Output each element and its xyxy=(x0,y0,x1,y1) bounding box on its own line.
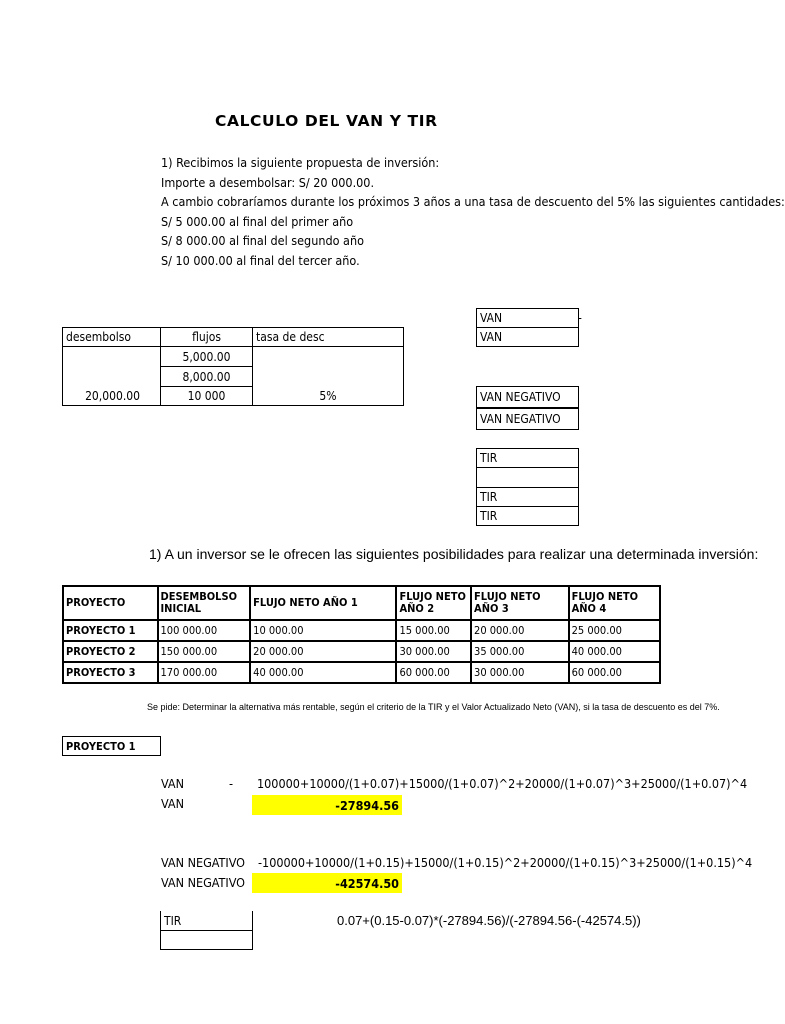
table1-header-desembolso: desembolso xyxy=(62,327,161,347)
table-cell: 150 000.00 xyxy=(158,641,251,662)
van-label: VAN xyxy=(161,796,184,811)
table-cell: 100 000.00 xyxy=(158,620,251,641)
table-cell: 30 000.00 xyxy=(471,662,569,683)
van-label-box: VAN xyxy=(476,327,579,347)
intro-line: S/ 5 000.00 al final del primer año xyxy=(161,213,354,229)
table-cell: 15 000.00 xyxy=(396,620,471,641)
column-header: FLUJO NETO AÑO 2 xyxy=(396,586,471,620)
table-cell: 30 000.00 xyxy=(396,641,471,662)
van-label: VAN xyxy=(161,776,184,791)
table-cell: 20 000.00 xyxy=(471,620,569,641)
intro-line: 1) Recibimos la siguiente propuesta de inversión: xyxy=(161,155,440,170)
tir-empty-cell xyxy=(160,930,253,950)
tir-formula: 0.07+(0.15-0.07)*(-27894.56)/(-27894.56-(-42574.5)) xyxy=(337,913,641,928)
intro-line: Importe a desembolsar: S/ 20 000.00. xyxy=(161,174,375,190)
table-row xyxy=(63,662,660,683)
table-cell: 60 000.00 xyxy=(396,662,471,683)
van-negativo-formula: -100000+10000/(1+0.15)+15000/(1+0.15)^2+20000/(1+0.15)^3+25000/(1+0.15)^4 xyxy=(258,855,753,870)
tir-label-box: TIR xyxy=(476,487,579,507)
tir-label-cell: TIR xyxy=(160,911,253,931)
van-negativo-label: VAN NEGATIVO xyxy=(161,875,246,890)
table1-header-flujos: flujos xyxy=(160,327,253,347)
instruction-note: Se pide: Determinar la alternativa más rentable, según el criterio de la TIR y el Valor Actualizado Neto (VAN), si la tasa de descuento es del 7%. xyxy=(147,702,720,712)
tir-label-box: TIR xyxy=(476,506,579,526)
van-dash: - xyxy=(229,776,234,791)
section2-heading: 1) A un inversor se le ofrecen las siguientes posibilidades para realizar una determinada inversión: xyxy=(149,546,759,562)
van-formula: 100000+10000/(1+0.07)+15000/(1+0.07)^2+20000/(1+0.07)^3+25000/(1+0.07)^4 xyxy=(257,776,748,791)
tir-empty-box xyxy=(476,467,579,488)
intro-block xyxy=(161,153,785,270)
project-name-cell: PROYECTO 3 xyxy=(63,662,158,683)
projects-table xyxy=(62,585,661,684)
table-cell: 60 000.00 xyxy=(569,662,660,683)
table-cell: 20 000.00 xyxy=(250,641,396,662)
van-result-cell: -27894.56 xyxy=(252,795,402,815)
table-cell: 170 000.00 xyxy=(158,662,251,683)
table-cell: 40 000.00 xyxy=(250,662,396,683)
project-label-box: PROYECTO 1 xyxy=(62,736,161,756)
table-row xyxy=(63,620,660,641)
table-row xyxy=(63,641,660,662)
column-header: FLUJO NETO AÑO 1 xyxy=(250,586,396,620)
column-header: PROYECTO xyxy=(63,586,158,620)
table1-tasa-value: 5% xyxy=(252,346,404,406)
van-negativo-result-cell: -42574.50 xyxy=(252,873,402,893)
table1-desembolso-value: 20,000.00 xyxy=(62,346,161,406)
van-label-box: VAN xyxy=(476,308,579,328)
tir-label-box: TIR xyxy=(476,448,579,468)
intro-line: A cambio cobraríamos durante los próximos 3 años a una tasa de descuento del 5% las siguientes cantidades: xyxy=(161,194,785,209)
van-negativo-label: VAN NEGATIVO xyxy=(161,855,246,870)
intro-line: S/ 10 000.00 al final del tercer año. xyxy=(161,252,360,268)
column-header: DESEMBOLSO INICIAL xyxy=(158,586,251,620)
table-cell: 25 000.00 xyxy=(569,620,660,641)
van-dash: - xyxy=(578,311,582,325)
project-name-cell: PROYECTO 1 xyxy=(63,620,158,641)
project-name-cell: PROYECTO 2 xyxy=(63,641,158,662)
table1-flujo-cell: 8,000.00 xyxy=(160,366,253,387)
intro-line: S/ 8 000.00 al final del segundo año xyxy=(161,233,364,248)
table-cell: 35 000.00 xyxy=(471,641,569,662)
van-negativo-box: VAN NEGATIVO xyxy=(476,386,579,408)
table-cell: 10 000.00 xyxy=(250,620,396,641)
table1-header-tasa: tasa de desc xyxy=(252,327,404,347)
page-title: CALCULO DEL VAN Y TIR xyxy=(215,112,438,130)
column-header: FLUJO NETO AÑO 3 xyxy=(471,586,569,620)
table1-flujo-cell: 5,000.00 xyxy=(160,346,253,367)
table-cell: 40 000.00 xyxy=(569,641,660,662)
column-header: FLUJO NETO AÑO 4 xyxy=(569,586,660,620)
table1-flujo-cell: 10 000 xyxy=(160,386,253,406)
van-negativo-box: VAN NEGATIVO xyxy=(476,408,579,430)
